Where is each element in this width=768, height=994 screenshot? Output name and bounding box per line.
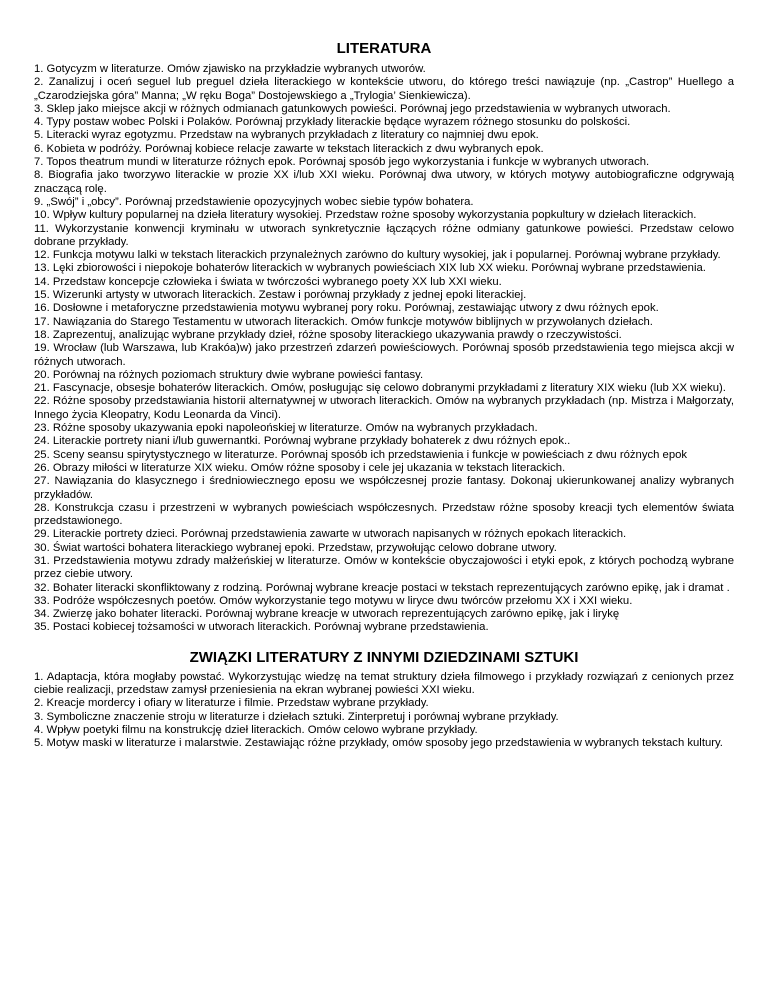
topic-item: 14. Przedstaw koncepcje człowieka i świata w twórczości wybranego poety XX lub XXI wieku. [34, 275, 502, 288]
topic-item: 12. Funkcja motywu lalki w tekstach literackich przynależnych zarówno do kultury wysokiej, jak i popularnej. Porównaj wybrane przykłady. [34, 249, 721, 262]
topic-item: 9. „Swój” i „obcy”. Porównaj przedstawienie opozycyjnych wobec siebie typów bohatera. [34, 195, 474, 208]
topic-item: 32. Bohater literacki skonfliktowany z rodziną. Porównaj wybrane kreacje postaci w tekstach reprezentujących zarówno epikę, jak i dramat . [34, 581, 730, 594]
document-page [34, 40, 734, 751]
topic-item: 21. Fascynacje, obsesje bohaterów literackich. Omów, posługując się celowo dobranymi przykładami z literatury XIX wieku (lub XX wieku). [34, 382, 726, 395]
topic-item: 23. Różne sposoby ukazywania epoki napoleońskiej w literaturze. Omów na wybranych przykładach. [34, 422, 538, 435]
topic-item: 6. Kobieta w podróży. Porównaj kobiece relacje zawarte w tekstach literackich z dwu wybranych epok. [34, 142, 544, 155]
topic-list-zwiazki [34, 671, 734, 751]
topic-item: 25. Sceny seansu spirytystycznego w literaturze. Porównaj sposób ich przedstawienia i funkcje w powieściach z dwu różnych epok [34, 448, 688, 461]
topic-item: 22. Różne sposoby przedstawiania historii alternatywnej w utworach literackich. Omów na wybranych przykładach (np. Mistrza i Małgorzaty, Innego życia Kleopatry, Kodu Leonarda da Vinci). [34, 395, 734, 421]
topic-item: 18. Zaprezentuj, analizując wybrane przykłady dzieł, różne sposoby literackiego ukazywania prawdy o rzeczywistości. [34, 328, 622, 341]
topic-item: 27. Nawiązania do klasycznego i średniowiecznego eposu we współczesnej prozie fantasy. Dokonaj ukierunkowanej analizy wybranych przykładów. [34, 475, 734, 501]
topic-item: 28. Konstrukcja czasu i przestrzeni w wybranych powieściach współczesnych. Przedstaw różne sposoby kreacji tych elementów świata przedstawionego. [34, 501, 734, 528]
topic-item: 30. Świat wartości bohatera literackiego wybranej epoki. Przedstaw, przywołując celowo dobrane utwory. [34, 541, 557, 554]
topic-item: 20. Porównaj na różnych poziomach struktury dwie wybrane powieści fantasy. [34, 368, 424, 381]
topic-item: 11. Wykorzystanie konwencji kryminału w utworach synkretycznie łączących różne odmiany gatunkowe powieści. Przedstaw celowo dobrane przykłady. [34, 222, 734, 248]
topic-item: 35. Postaci kobiecej tożsamości w utworach literackich. Porównaj wybrane przedstawienia. [34, 621, 489, 634]
section-title-literatura: LITERATURA [336, 40, 432, 57]
topic-item: 4. Wpływ poetyki filmu na konstrukcję dzieł literackich. Omów celowo wybrane przykłady. [34, 723, 478, 736]
topic-item: 4. Typy postaw wobec Polski i Polaków. Porównaj przykłady literackie będące wyrazem różnego stosunku do polskości. [34, 116, 631, 129]
topic-list-literatura [34, 63, 734, 635]
topic-item: 1. Gotycyzm w literaturze. Omów zjawisko na przykładzie wybranych utworów. [34, 63, 426, 75]
topic-item: 31. Przedstawienia motywu zdrady małżeńskiej w literaturze. Omów w kontekście obyczajowości i etyki epok, z których pochodzą wybrane przez ciebie utwory. [34, 554, 734, 581]
topic-item: 17. Nawiązania do Starego Testamentu w utworach literackich. Omów funkcje motywów biblijnych w przywołanych dziełach. [34, 315, 653, 328]
topic-item: 33. Podróże współczesnych poetów. Omów wykorzystanie tego motywu w liryce dwu twórców przełomu XX i XXI wieku. [34, 594, 633, 607]
topic-item: 24. Literackie portrety niani i/lub guwernantki. Porównaj wybrane przykłady bohaterek z dwu różnych epok.. [34, 435, 571, 448]
topic-item: 10. Wpływ kultury popularnej na dzieła literatury wysokiej. Przedstaw rożne sposoby wykorzystania popkultury w dziełach literackich. [34, 209, 697, 222]
topic-item: 5. Motyw maski w literaturze i malarstwie. Zestawiając różne przykłady, omów sposoby jego przedstawienia w wybranych tekstach kultury. [34, 737, 723, 750]
topic-item: 26. Obrazy miłości w literaturze XIX wieku. Omów różne sposoby i cele jej ukazania w tekstach literackich. [34, 461, 566, 474]
section-title-zwiazki: ZWIĄZKI LITERATURY Z INNYMI DZIEDZINAMI SZTUKI [189, 648, 579, 666]
topic-item: 34. Zwierzę jako bohater literacki. Porównaj wybrane kreacje w utworach reprezentujących zarówno epikę, jak i lirykę [34, 608, 620, 621]
topic-item: 3. Sklep jako miejsce akcji w różnych odmianach gatunkowych powieści. Porównaj jego przedstawienia w wybranych utworach. [34, 102, 671, 115]
topic-item: 29. Literackie portrety dzieci. Porównaj przedstawienia zawarte w utworach napisanych w różnych epokach literackich. [34, 528, 627, 541]
topic-item: 2. Kreacje mordercy i ofiary w literaturze i filmie. Przedstaw wybrane przykłady. [34, 697, 429, 710]
topic-item: 1. Adaptacja, która mogłaby powstać. Wykorzystując wiedzę na temat struktury dzieła filmowego i przykłady rozwiązań z cenionych przez ciebie realizacji, przedstaw zamysł przeniesienia na ekran wybranej powieści XXI wieku. [34, 670, 734, 697]
topic-item: 8. Biografia jako tworzywo literackie w prozie XX i/lub XXI wieku. Porównaj dwa utwory, w których motywy autobiograficzne odgrywają znaczącą rolę. [34, 169, 734, 195]
topic-item: 3. Symboliczne znaczenie stroju w literaturze i dziełach sztuki. Zinterpretuj i porównaj wybrane przykłady. [34, 710, 559, 723]
topic-item: 16. Dosłowne i metaforyczne przedstawienia motywu wybranej pory roku. Porównaj, zestawiając utwory z dwu różnych epok. [34, 302, 659, 315]
topic-item: 13. Lęki zbiorowości i niepokoje bohaterów literackich w wybranych powieściach XIX lub XX wieku. Porównaj wybrane przedstawienia. [34, 262, 706, 275]
topic-item: 7. Topos theatrum mundi w literaturze różnych epok. Porównaj sposób jego wykorzystania i funkcje w wybranych utworach. [34, 156, 650, 169]
topic-item: 19. Wrocław (lub Warszawa, lub Krakóa)w) jako przestrzeń zdarzeń powieściowych. Porównaj sposób przedstawienia tego miejsca akcji w różnych utworach. [34, 342, 734, 368]
topic-item: 2. Zanalizuj i oceń seguel lub preguel dzieła literackiego w kontekście utworu, do którego treści nawiązuje (np. „Castrop” Huellego a „Czarodziejska góra” Manna; „W ręku Boga” Dostojewskiego a „Trylogia’ Sienkiewicza). [34, 76, 734, 102]
topic-item: 15. Wizerunki artysty w utworach literackich. Zestaw i porównaj przykłady z jednej epoki literackiej. [34, 289, 527, 302]
topic-item: 5. Literacki wyraz egotyzmu. Przedstaw na wybranych przykładach z literatury co najmniej dwu epok. [34, 129, 539, 142]
